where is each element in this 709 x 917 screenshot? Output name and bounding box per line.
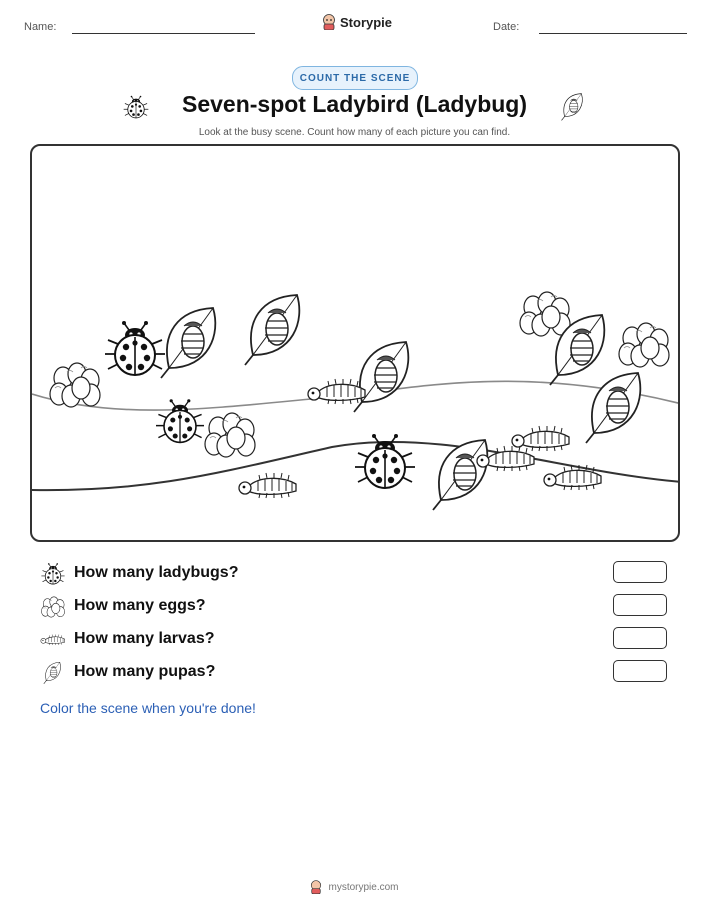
name-line[interactable] <box>72 33 255 34</box>
egg-cluster <box>619 323 669 367</box>
pupa-icon <box>40 661 66 685</box>
pupa <box>433 440 487 510</box>
date-line[interactable] <box>539 33 687 34</box>
storypie-logo-icon <box>310 880 322 894</box>
question-text: How many larvas? <box>74 630 215 647</box>
eggs-icon <box>40 595 66 619</box>
ladybug <box>105 321 165 375</box>
pupa-icon <box>560 92 586 122</box>
answer-box-ladybugs[interactable] <box>613 561 667 583</box>
ladybug <box>156 399 204 442</box>
question-pupas <box>40 660 670 686</box>
question-text: How many eggs? <box>74 597 206 614</box>
name-label: Name: <box>24 21 57 33</box>
pupa <box>161 308 215 378</box>
question-ladybugs <box>40 561 670 587</box>
question-larvas <box>40 627 670 653</box>
answer-box-eggs[interactable] <box>613 594 667 616</box>
footer <box>0 880 709 894</box>
page-subtitle: Look at the busy scene. Count how many of each picture you can find. <box>198 127 511 138</box>
question-text: How many ladybugs? <box>74 564 239 581</box>
pupa <box>586 373 640 443</box>
closing-instruction: Color the scene when you're done! <box>40 700 256 716</box>
larva-icon <box>40 628 66 652</box>
pupa <box>354 342 408 412</box>
footer-url[interactable]: mystorypie.com <box>328 881 399 893</box>
brand-name: Storypie <box>340 14 393 30</box>
egg-cluster <box>50 363 100 407</box>
storypie-logo-icon <box>322 14 336 30</box>
count-the-scene-badge: COUNT THE SCENE <box>292 66 418 90</box>
egg-cluster <box>205 413 255 457</box>
answer-box-pupas[interactable] <box>613 660 667 682</box>
larva <box>512 426 569 451</box>
storypie-brand <box>322 14 392 30</box>
ladybug-icon <box>40 562 66 586</box>
question-text: How many pupas? <box>74 663 216 680</box>
larva <box>239 473 296 498</box>
question-eggs <box>40 594 670 620</box>
egg-cluster <box>520 292 570 336</box>
larva <box>308 379 365 404</box>
answer-box-larvas[interactable] <box>613 627 667 649</box>
scene-illustration <box>30 144 680 542</box>
pupa <box>245 295 299 365</box>
date-label: Date: <box>493 21 520 33</box>
page-title: Seven-spot Ladybird (Ladybug) <box>181 91 528 117</box>
